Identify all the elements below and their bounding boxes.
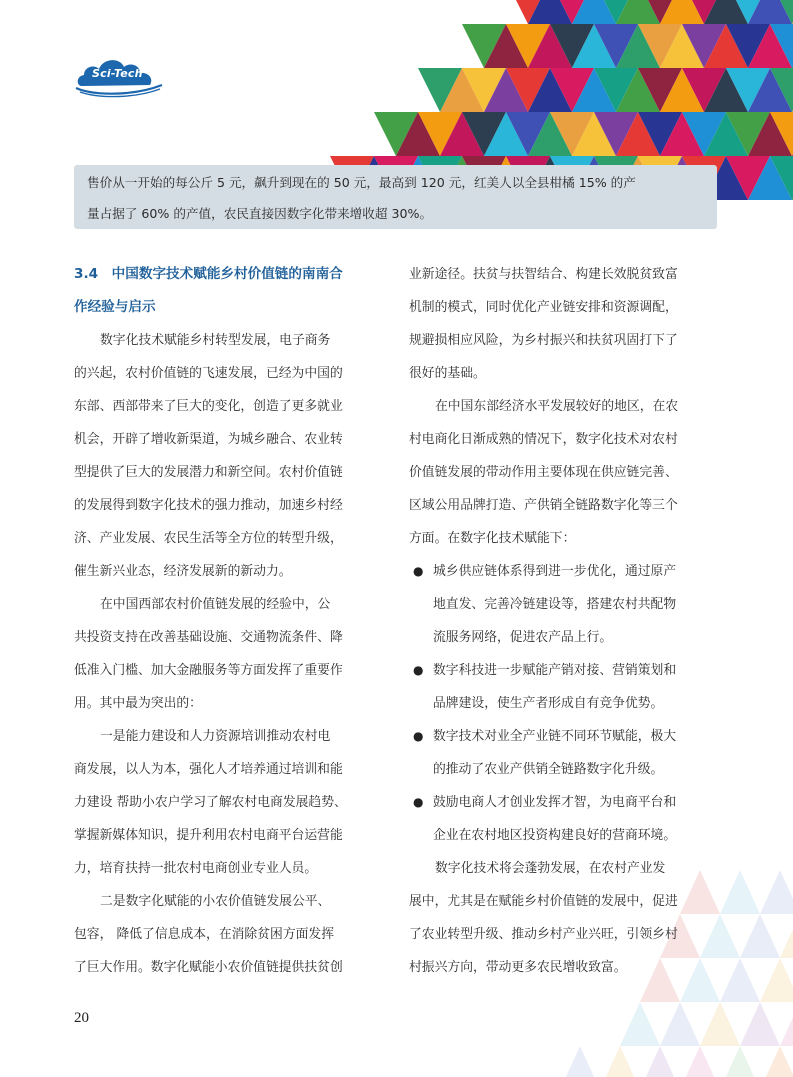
bullet-item xyxy=(409,786,721,819)
page-number: 20 xyxy=(74,1010,89,1026)
bullet-continuation: 的推动了农业产供销全链路数字化升级。 xyxy=(433,762,664,777)
bullet-item xyxy=(409,654,721,687)
decorative-triangle xyxy=(620,1002,660,1046)
text-line: 一是能力建设和人力资源培训推动农村电 xyxy=(100,729,331,744)
text-line: 数字化技术赋能乡村转型发展，电子商务 xyxy=(100,333,331,348)
text-line: 区域公用品牌打造、产供销全链路数字化等三个 xyxy=(409,498,678,513)
decorative-triangle xyxy=(760,958,793,1002)
text-line: 商发展，以人为本，强化人才培养通过培训和能 xyxy=(74,762,343,777)
text-line: 催生新兴业态，经济发展新的新动力。 xyxy=(74,564,292,579)
text-line: 包容， 降低了信息成本，在消除贫困方面发挥 xyxy=(74,927,335,942)
text-line: 展中，尤其是在赋能乡村价值链的发展中，促进 xyxy=(409,894,678,909)
right-column xyxy=(409,258,721,984)
decorative-triangle xyxy=(780,1002,793,1046)
text-line: 村振兴方向，带动更多农民增收致富。 xyxy=(409,960,627,975)
paragraph xyxy=(409,258,721,390)
text-line: 共投资支持在改善基础设施、交通物流条件、降 xyxy=(74,630,343,645)
text-line: 了巨大作用。数字化赋能小农价值链提供扶贫创 xyxy=(74,960,343,975)
paragraph xyxy=(74,588,384,720)
text-line: 用。其中最为突出的： xyxy=(74,696,202,711)
paragraph xyxy=(74,324,384,588)
text-line: 的发展得到数字化技术的强力推动，加速乡村经 xyxy=(74,498,343,513)
left-column xyxy=(74,258,384,984)
text-line: 力，培育扶持一批农村电商创业专业人员。 xyxy=(74,861,318,876)
text-line: 价值链发展的带动作用主要体现在供应链完善、 xyxy=(409,465,678,480)
bullet-continuation: 企业在农村地区投资构建良好的营商环境。 xyxy=(433,828,677,843)
section-heading: 3.4 中国数字技术赋能乡村价值链的南南合 xyxy=(74,266,343,282)
bullet-continuation: 品牌建设，使生产者形成自有竞争优势。 xyxy=(433,696,664,711)
text-line: 了农业转型升级、推动乡村产业兴旺，引领乡村 xyxy=(409,927,678,942)
bullet-dot-icon: ● xyxy=(413,663,424,677)
decorative-triangle xyxy=(660,1002,700,1046)
bullet-dot-icon: ● xyxy=(413,795,424,809)
decorative-triangle xyxy=(780,914,793,958)
bullet-dot-icon: ● xyxy=(413,729,424,743)
text-line: 在中国东部经济水平发展较好的地区，在农 xyxy=(435,399,679,414)
text-line: 在中国西部农村价值链发展的经验中，公 xyxy=(100,597,331,612)
text-line: 村电商化日渐成熟的情况下，数字化技术对农村 xyxy=(409,432,678,447)
paragraph xyxy=(409,852,721,984)
paragraph xyxy=(409,390,721,555)
highlight-line: 量占据了 60% 的产值，农民直接因数字化带来增收超 30%。 xyxy=(87,206,433,221)
bullet-text: 鼓励电商人才创业发挥才智，为电商平台和 xyxy=(433,795,677,810)
text-line: 方面。在数字化技术赋能下： xyxy=(409,531,576,546)
text-line: 机会，开辟了增收新渠道，为城乡融合、农业转 xyxy=(74,432,343,447)
decorative-triangle xyxy=(640,1046,680,1077)
bullet-item xyxy=(409,555,721,588)
bullet-text: 城乡供应链体系得到进一步优化，通过原产 xyxy=(433,564,677,579)
highlight-box xyxy=(74,165,717,229)
decorative-triangle xyxy=(740,1002,780,1046)
decorative-triangle xyxy=(600,1046,640,1077)
text-line: 业新途径。扶贫与扶智结合、构建长效脱贫致富 xyxy=(409,267,678,282)
bullet-text: 数字技术对业全产业链不同环节赋能，极大 xyxy=(433,729,677,744)
text-line: 机制的模式，同时优化产业链安排和资源调配， xyxy=(409,300,678,315)
text-line: 济、产业发展、农民生活等全方位的转型升级， xyxy=(74,531,343,546)
section-heading: 作经验与启示 xyxy=(74,299,156,315)
decorative-triangle xyxy=(760,1046,793,1077)
logo-text: Sci-Tech xyxy=(92,67,143,80)
bullet-text: 数字科技进一步赋能产销对接、营销策划和 xyxy=(433,663,677,678)
bullet-continuation: 流服务网络，促进农产品上行。 xyxy=(433,630,613,645)
text-line: 很好的基础。 xyxy=(409,366,486,381)
decorative-triangle xyxy=(720,870,760,914)
highlight-line: 售价从一开始的每公斤 5 元，飙升到现在的 50 元，最高到 120 元，红美人以全县柑橘 15% 的产 xyxy=(87,175,636,190)
text-line: 数字化技术将会蓬勃发展，在农村产业发 xyxy=(435,861,666,876)
bullet-continuation: 地直发、完善冷链建设等，搭建农村共配物 xyxy=(433,597,677,612)
text-line: 型提供了巨大的发展潜力和新空间。农村价值链 xyxy=(74,465,343,480)
paragraph xyxy=(74,885,384,984)
text-line: 东部、西部带来了巨大的变化，创造了更多就业 xyxy=(74,399,343,414)
bullet-dot-icon: ● xyxy=(413,564,424,578)
text-line: 规避损相应风险，为乡村振兴和扶贫巩固打下了 xyxy=(409,333,678,348)
decorative-triangle xyxy=(740,914,780,958)
bullet-list xyxy=(409,555,721,852)
decorative-triangle xyxy=(680,1046,720,1077)
text-line: 掌握新媒体知识，提升利用农村电商平台运营能 xyxy=(74,828,343,843)
decorative-triangle xyxy=(560,1046,600,1077)
text-line: 的兴起，农村价值链的飞速发展，已经为中国的 xyxy=(74,366,343,381)
text-line: 低准入门槛、加大金融服务等方面发挥了重要作 xyxy=(74,663,343,678)
sci-tech-logo xyxy=(74,52,166,98)
decorative-triangle xyxy=(720,958,760,1002)
text-line: 力建设 帮助小农户学习了解农村电商发展趋势、 xyxy=(74,795,347,810)
text-line: 二是数字化赋能的小农价值链发展公平、 xyxy=(100,894,331,909)
paragraph xyxy=(74,720,384,885)
decorative-triangle xyxy=(720,1046,760,1077)
decorative-triangle xyxy=(700,1002,740,1046)
decorative-triangle xyxy=(760,870,793,914)
bullet-item xyxy=(409,720,721,753)
